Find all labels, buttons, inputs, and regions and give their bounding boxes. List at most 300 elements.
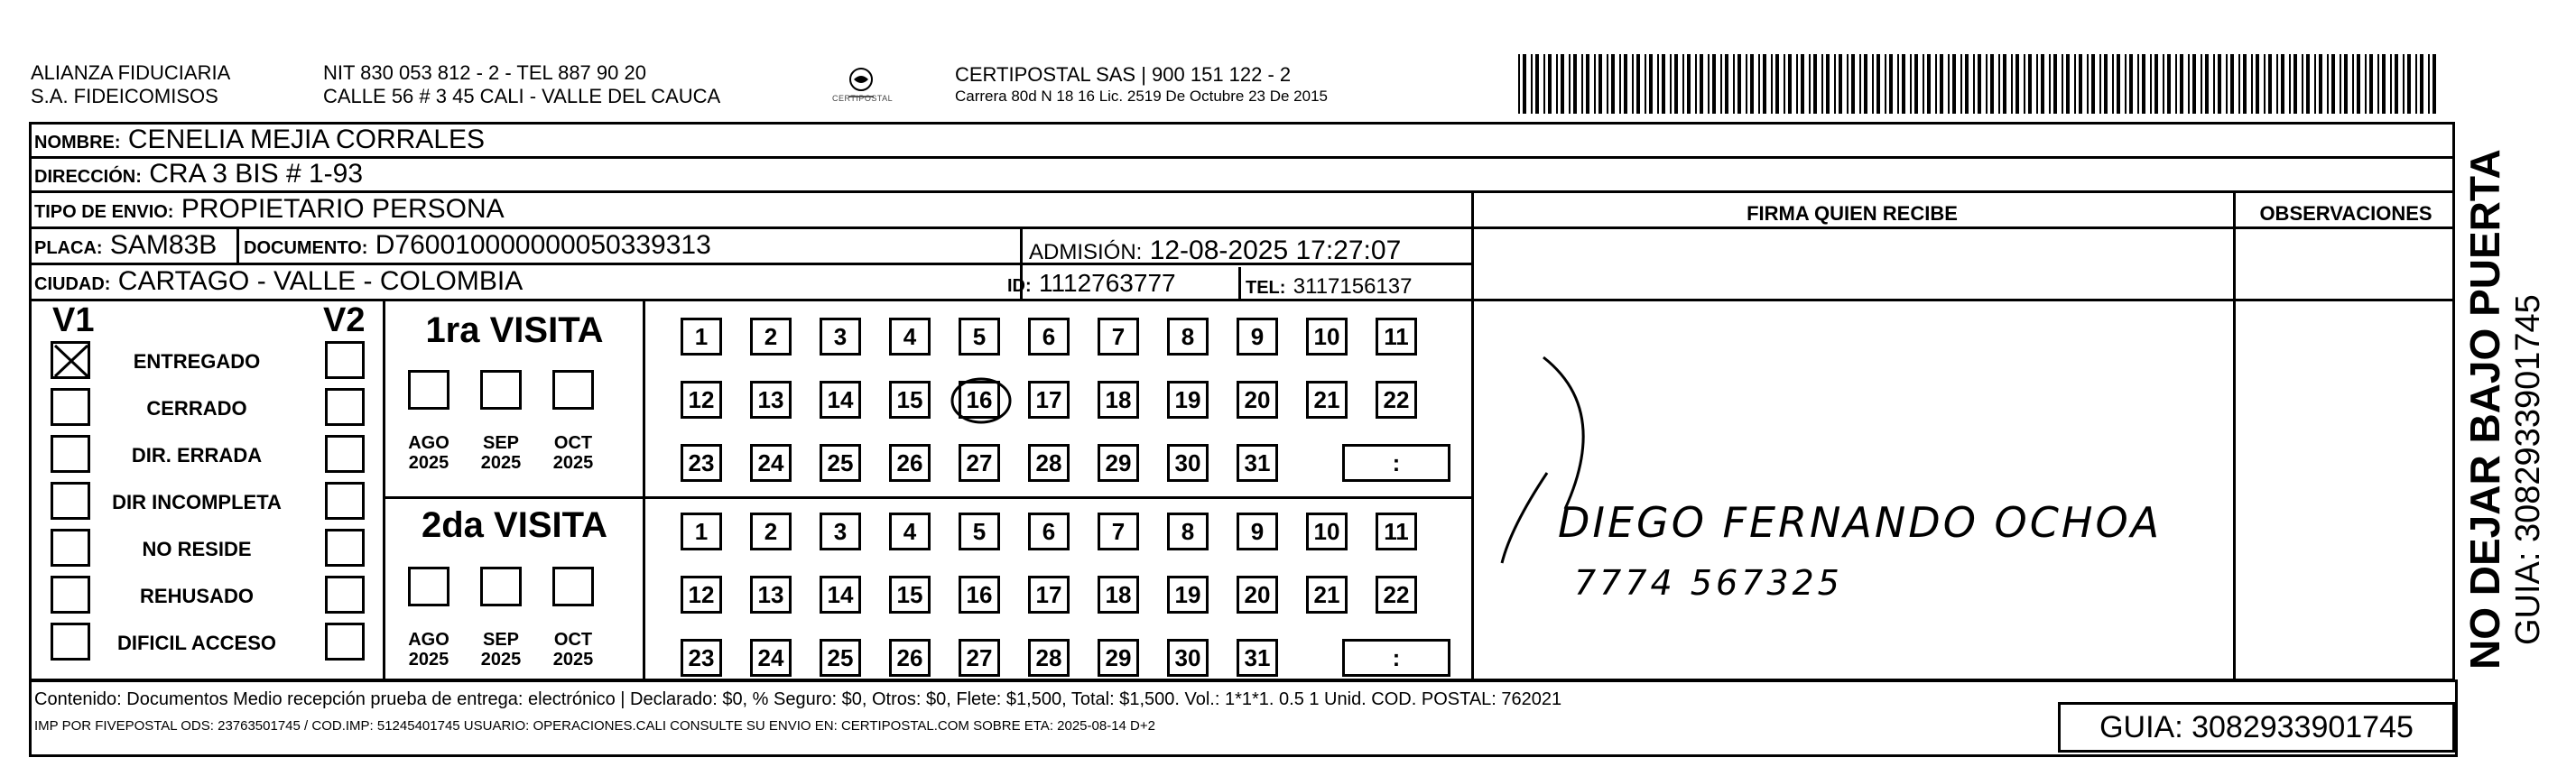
barcode-bar [1834,54,1836,114]
v2-checkbox[interactable] [325,435,365,473]
barcode-bar [2420,54,2423,114]
day-box[interactable]: 8 [1167,513,1209,550]
barcode-bar [2167,54,2171,114]
day-box[interactable]: 9 [1237,318,1278,356]
barcode-bar [1598,54,1602,114]
barcode-bar [1733,54,1735,114]
barcode-bar [1645,54,1646,114]
day-box[interactable]: 4 [889,318,931,356]
day-box[interactable]: 3 [820,318,861,356]
barcode-bar [2117,54,2120,114]
day-box[interactable]: 7 [1098,318,1139,356]
barcode-bar [2163,54,2164,114]
v1-label: V1 [52,301,95,339]
barcode-bar [1952,54,1956,114]
barcode-bar [2066,54,2070,114]
barcode-bar [2099,54,2101,114]
barcode-bar [2432,54,2436,114]
barcode-bar [2079,54,2082,114]
day-box[interactable]: 16 [959,381,1000,419]
side-warning: NO DEJAR BAJO PUERTA [2461,149,2508,670]
barcode-bar [2407,54,2411,114]
month-label: OCT 2025 [552,433,594,473]
company-line1: ALIANZA FIDUCIARIA [31,61,231,84]
barcode-bar [2390,54,2392,114]
day-box[interactable]: 12 [681,576,722,614]
day-box[interactable]: 22 [1376,381,1417,419]
barcode-bar [2049,54,2051,114]
v2-checkbox[interactable] [325,623,365,661]
barcode-bar [1548,54,1552,114]
barcode-bar [2142,54,2145,114]
barcode-bar [2129,54,2133,114]
day-box[interactable]: 24 [750,444,792,482]
day-box[interactable]: 3 [820,513,861,550]
day-box[interactable]: 5 [959,318,1000,356]
barcode-bar [2302,54,2303,114]
nombre-label: NOMBRE: [34,133,121,152]
month-checkbox[interactable] [552,370,594,410]
barcode-bar [1682,54,1684,114]
nombre-row [34,122,485,161]
v2-checkbox[interactable] [325,388,365,426]
barcode-bar [1750,54,1754,114]
day-box[interactable]: 24 [750,639,792,677]
barcode-bar [1965,54,1969,114]
day-box[interactable]: 27 [959,444,1000,482]
barcode-bar [1708,54,1710,114]
month-label: AGO 2025 [408,433,449,473]
documento-row [244,227,711,266]
barcode-bar [1935,54,1937,114]
barcode-bar [1801,54,1804,114]
status-label: ENTREGADO [133,350,261,373]
signature-name: DIEGO FERNANDO OCHOA [1558,498,2163,547]
barcode-bar [1573,54,1577,114]
barcode-bar [1561,54,1564,114]
day-box[interactable]: 31 [1237,639,1278,677]
barcode-bar [1940,54,1943,114]
day-box[interactable]: 21 [1306,576,1348,614]
barcode-bar [1725,54,1728,114]
barcode-bar [1624,54,1627,114]
direccion-row [34,156,363,195]
day-box[interactable]: 22 [1376,576,1417,614]
barcode-bar [2264,54,2266,114]
barcode-bar [1687,54,1691,114]
v1-checkbox[interactable] [51,482,90,520]
ciudad-value: CARTAGO - VALLE - COLOMBIA [117,266,524,296]
barcode-bar [2357,54,2360,114]
admision-label: ADMISIÓN: [1029,240,1143,264]
barcode-bar [1556,54,1558,114]
placa-row [34,227,217,266]
barcode-bar [2074,54,2076,114]
firma-header: FIRMA QUIEN RECIBE [1747,202,1958,225]
barcode-bar [1581,54,1583,114]
barcode-bar [1788,54,1792,114]
month-checkbox[interactable] [552,567,594,606]
documento-value: D760010000000050339313 [375,230,711,260]
barcode-bar [2205,54,2209,114]
barcode-bar [2175,54,2177,114]
day-box[interactable]: 23 [681,639,722,677]
status-label: CERRADO [146,397,247,420]
side-guia: GUIA: 3082933901745 [2509,294,2547,645]
barcode-bar [1910,54,1912,114]
day-box[interactable]: 15 [889,576,931,614]
day-box[interactable]: 6 [1028,318,1070,356]
imp-line: IMP POR FIVEPOSTAL ODS: 23763501745 / COD.IMP: 51245401745 USUARIO: OPERACIONES.CALI CONSULTE SU ENVIO EN: CERTIPOSTAL.COM SOBRE ETA: 2025-08-14 D+2 [34,718,1155,734]
status-label: DIFICIL ACCESO [116,632,276,654]
day-box[interactable]: 27 [959,639,1000,677]
day-box[interactable]: 25 [820,444,861,482]
day-box[interactable]: 23 [681,444,722,482]
barcode-bar [2319,54,2322,114]
day-box[interactable]: 19 [1167,381,1209,419]
day-box[interactable]: 1 [681,513,722,550]
v2-checkbox[interactable] [325,482,365,520]
day-box[interactable]: 29 [1098,444,1139,482]
v1-checkbox[interactable] [51,576,90,614]
barcode-bar [2268,54,2272,114]
barcode-bar [1662,54,1665,114]
barcode-bar [1771,54,1773,114]
company-contact [323,61,720,108]
day-box[interactable]: 21 [1306,381,1348,419]
month-checkbox[interactable] [408,567,449,606]
day-box[interactable]: 1 [681,318,722,356]
barcode-bar [1518,54,1520,114]
barcode-bar [2218,54,2221,114]
day-box[interactable]: 16 [959,576,1000,614]
barcode-bar [1700,54,1703,114]
ciudad-label: CIUDAD: [34,274,111,294]
day-box[interactable]: 7 [1098,513,1139,550]
barcode-bar [2256,54,2259,114]
barcode-bar [2150,54,2152,114]
day-box[interactable]: 29 [1098,639,1139,677]
signature-number: 7774 567325 [1574,563,1843,603]
barcode-bar [1737,54,1741,114]
barcode-bar [2003,54,2006,114]
barcode-bar [1876,54,1880,114]
barcode-bar [2352,54,2354,114]
barcode-bar [1607,54,1608,114]
first-visit-title: 1ra VISITA [425,310,604,350]
barcode-bar [2395,54,2398,114]
barcode-bar [2281,54,2284,114]
day-box[interactable]: 17 [1028,576,1070,614]
ciudad-row [34,263,523,302]
day-box[interactable]: 13 [750,576,792,614]
barcode [1516,54,2437,114]
day-box[interactable]: 10 [1306,318,1348,356]
barcode-bar [1531,54,1533,114]
barcode-bar [2243,54,2247,114]
month-checkbox[interactable] [408,370,449,410]
carrier-line: CERTIPOSTAL SAS | 900 151 122 - 2 [955,63,1292,86]
day-box[interactable]: 25 [820,639,861,677]
barcode-bar [2041,54,2044,114]
barcode-bar [2344,54,2348,114]
admision-value: 12-08-2025 17:27:07 [1149,236,1402,265]
barcode-bar [1720,54,1722,114]
nit-line: NIT 830 053 812 - 2 - TEL 887 90 20 [323,61,646,84]
barcode-bar [2024,54,2025,114]
barcode-bar [1948,54,1950,114]
day-box[interactable]: 30 [1167,639,1209,677]
barcode-bar [2365,54,2367,114]
barcode-bar [1960,54,1962,114]
tel-row [1246,267,1412,306]
barcode-bar [1914,54,1918,114]
status-label: NO RESIDE [142,538,252,560]
barcode-bar [1543,54,1545,114]
signature-stroke-icon [1475,301,2229,677]
day-box[interactable]: 20 [1237,576,1278,614]
barcode-bar [1826,54,1830,114]
observaciones-header: OBSERVACIONES [2259,202,2432,225]
barcode-bar [1821,54,1823,114]
day-box[interactable]: 2 [750,513,792,550]
day-box[interactable]: 30 [1167,444,1209,482]
barcode-bar [1670,54,1672,114]
id-value: 1112763777 [1039,269,1176,297]
barcode-bar [1998,54,2000,114]
month-label: SEP 2025 [480,630,522,670]
barcode-bar [2327,54,2329,114]
day-box[interactable]: 12 [681,381,722,419]
v1-checkbox[interactable] [51,341,90,379]
barcode-bar [2188,54,2190,114]
month-label: AGO 2025 [408,630,449,670]
day-box[interactable]: 26 [889,639,931,677]
month-checkbox[interactable] [480,370,522,410]
day-box[interactable]: 5 [959,513,1000,550]
barcode-bar [1902,54,1905,114]
barcode-bar [1851,54,1855,114]
barcode-bar [1809,54,1811,114]
month-label: SEP 2025 [480,433,522,473]
day-box[interactable]: 26 [889,444,931,482]
barcode-bar [1712,54,1716,114]
v1-checkbox[interactable] [51,388,90,426]
barcode-bar [1872,54,1874,114]
barcode-bar [2415,54,2417,114]
v2-label: V2 [323,301,366,339]
barcode-bar [1695,54,1697,114]
barcode-bar [2289,54,2291,114]
day-box[interactable]: 31 [1237,444,1278,482]
month-label: OCT 2025 [552,630,594,670]
day-box[interactable]: 14 [820,576,861,614]
day-box[interactable]: 8 [1167,318,1209,356]
certipostal-logo [829,63,894,108]
barcode-bar [1796,54,1798,114]
barcode-bar [1847,54,1849,114]
v1-checkbox[interactable] [51,529,90,567]
barcode-bar [2104,54,2108,114]
circle-mark-icon [949,374,1014,427]
tel-label: TEL: [1246,278,1286,298]
status-label: DIR. ERRADA [131,444,263,467]
barcode-bar [1973,54,1975,114]
guia-box-text: GUIA: 3082933901745 [2099,710,2414,744]
documento-label: DOCUMENTO: [244,238,368,258]
barcode-bar [1864,54,1867,114]
barcode-bar [2180,54,2183,114]
placa-value: SAM83B [109,230,218,260]
logo-text: CERTIPOSTAL [832,94,894,103]
barcode-bar [2028,54,2032,114]
barcode-bar [1758,54,1760,114]
barcode-bar [1619,54,1621,114]
barcode-bar [2226,54,2228,114]
barcode-bar [2154,54,2158,114]
barcode-bar [2382,54,2386,114]
barcode-bar [1897,54,1899,114]
barcode-bar [1674,54,1678,114]
barcode-bar [2112,54,2114,114]
barcode-bar [2314,54,2316,114]
barcode-bar [2377,54,2379,114]
barcode-bar [2230,54,2234,114]
barcode-bar [1594,54,1596,114]
second-visit-title: 2da VISITA [422,505,607,545]
day-box[interactable]: 28 [1028,444,1070,482]
barcode-bar [2192,54,2196,114]
contenido-line: Contenido: Documentos Medio recepción prueba de entrega: electrónico | Declarado: $0, % Seguro: $0, Otros: $0, Flete: $1,500, Total: $1,500. Vol.: 1*1*1. 0.5 1 Unid. COD. POSTAL: 762021 [34,689,1562,709]
barcode-bar [2276,54,2278,114]
direccion-value: CRA 3 BIS # 1-93 [149,159,364,189]
day-box[interactable]: 4 [889,513,931,550]
barcode-bar [2306,54,2310,114]
barcode-bar [2053,54,2057,114]
barcode-bar [1636,54,1640,114]
day-box[interactable]: 20 [1237,381,1278,419]
day-box[interactable]: 11 [1376,513,1417,550]
month-checkbox[interactable] [480,567,522,606]
barcode-bar [2369,54,2373,114]
placa-label: PLACA: [34,238,103,258]
barcode-bar [1923,54,1924,114]
barcode-bar [2331,54,2335,114]
barcode-bar [2428,54,2430,114]
barcode-bar [1569,54,1571,114]
barcode-bar [1813,54,1817,114]
barcode-bar [2201,54,2202,114]
status-label: REHUSADO [140,585,254,607]
company-line2: S.A. FIDEICOMISOS [31,85,218,107]
time-box[interactable]: : [1342,444,1450,482]
barcode-bar [2091,54,2095,114]
tipo-envio-value: PROPIETARIO PERSONA [181,194,505,224]
v2-checkbox[interactable] [325,576,365,614]
barcode-bar [1859,54,1861,114]
barcode-bar [1763,54,1766,114]
barcode-bar [1839,54,1842,114]
barcode-bar [1986,54,1988,114]
v1-checkbox[interactable] [51,435,90,473]
barcode-bar [2213,54,2215,114]
id-label: ID: [1007,276,1032,296]
company-name [31,61,230,108]
barcode-bar [2251,54,2253,114]
v2-checkbox[interactable] [325,341,365,379]
barcode-bar [1523,54,1526,114]
barcode-bar [2036,54,2038,114]
barcode-bar [1784,54,1785,114]
barcode-bar [2062,54,2063,114]
tel-value: 3117156137 [1293,274,1413,299]
barcode-bar [1885,54,1886,114]
day-box[interactable]: 9 [1237,513,1278,550]
barcode-bar [2125,54,2127,114]
status-label: DIR INCOMPLETA [112,491,282,513]
day-box[interactable]: 6 [1028,513,1070,550]
barcode-bar [2403,54,2405,114]
guia-box [2058,702,2455,753]
barcode-bar [1632,54,1634,114]
day-box[interactable]: 18 [1098,576,1139,614]
direccion-label: DIRECCIÓN: [34,167,142,187]
address-line: CALLE 56 # 3 45 CALI - VALLE DEL CAUCA [323,85,721,107]
barcode-bar [2238,54,2240,114]
day-box[interactable]: 11 [1376,318,1417,356]
tipo-envio-row [34,191,505,230]
v2-checkbox[interactable] [325,529,365,567]
nombre-value: CENELIA MEJIA CORRALES [127,125,486,154]
day-box[interactable]: 17 [1028,381,1070,419]
check-x-icon [53,344,89,378]
barcode-bar [1990,54,1994,114]
barcode-bar [1611,54,1615,114]
barcode-bar [1978,54,1981,114]
day-box[interactable]: 19 [1167,576,1209,614]
tipo-envio-label: TIPO DE ENVIO: [34,202,174,222]
carrier-info [955,63,1328,106]
id-row [1007,265,1176,304]
barcode-bar [1927,54,1931,114]
carrier-license: Carrera 80d N 18 16 Lic. 2519 De Octubre 23 De 2015 [955,88,1328,105]
barcode-bar [1775,54,1779,114]
day-box[interactable]: 2 [750,318,792,356]
v1-checkbox[interactable] [51,623,90,661]
day-box[interactable]: 18 [1098,381,1139,419]
barcode-bar [1657,54,1659,114]
day-box[interactable]: 14 [820,381,861,419]
barcode-bar [2015,54,2019,114]
barcode-bar [1649,54,1653,114]
day-box[interactable]: 28 [1028,639,1070,677]
barcode-bar [2011,54,2013,114]
day-box[interactable]: 15 [889,381,931,419]
barcode-bar [1586,54,1589,114]
barcode-bar [1746,54,1747,114]
day-box[interactable]: 10 [1306,513,1348,550]
barcode-bar [2087,54,2089,114]
day-box[interactable]: 13 [750,381,792,419]
barcode-bar [2293,54,2297,114]
barcode-bar [1535,54,1539,114]
time-box[interactable]: : [1342,639,1450,677]
barcode-bar [2340,54,2341,114]
signature-area [1475,301,2229,677]
barcode-bar [1889,54,1893,114]
barcode-bar [2137,54,2139,114]
barcode-icon [1516,54,2437,114]
